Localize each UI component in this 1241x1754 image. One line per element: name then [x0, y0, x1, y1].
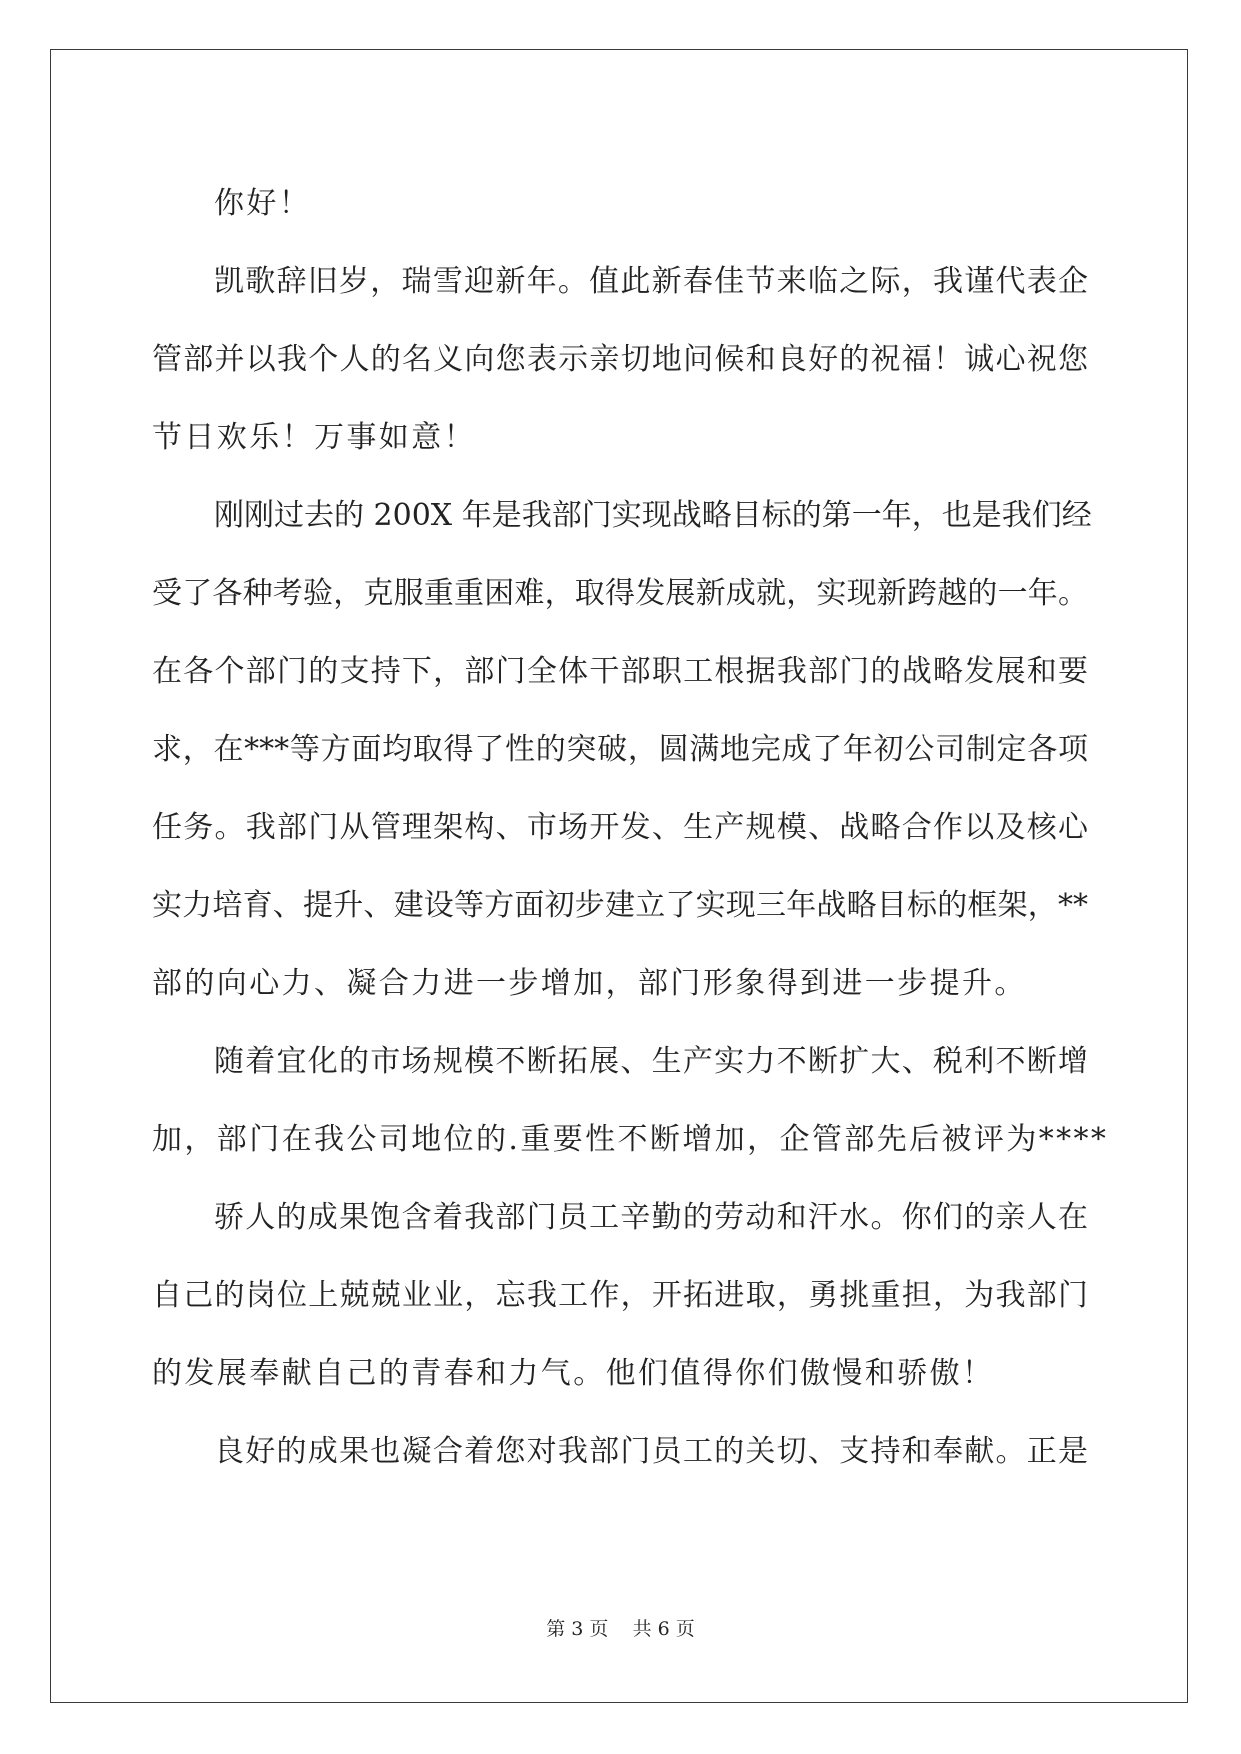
- document-body: [152, 165, 1109, 1491]
- text-line: 的发展奉献自己的青春和力气。他们值得你们傲慢和骄傲！: [152, 1356, 995, 1391]
- text-line: 凯歌辞旧岁，瑞雪迎新年。值此新春佳节来临之际，我谨代表企: [214, 264, 1088, 299]
- text-line: 管部并以我个人的名义向您表示亲切地问候和良好的祝福！诚心祝您: [152, 342, 1088, 377]
- text-line: 自己的岗位上兢兢业业，忘我工作，开拓进取，勇挑重担，为我部门: [152, 1278, 1088, 1313]
- text-line: 随着宜化的市场规模不断拓展、生产实力不断扩大、税利不断增: [214, 1044, 1088, 1079]
- text-line: 任务。我部门从管理架构、市场开发、生产规模、战略合作以及核心: [152, 810, 1088, 845]
- text-line: 加，部门在我公司地位的.重要性不断增加，企管部先后被评为****: [152, 1122, 1109, 1157]
- text-line: 节日欢乐！万事如意！: [152, 420, 476, 455]
- text-line: 刚刚过去的 200X 年是我部门实现战略目标的第一年，也是我们经: [214, 498, 1092, 533]
- text-line: 骄人的成果饱含着我部门员工辛勤的劳动和汗水。你们的亲人在: [214, 1200, 1088, 1235]
- text-line: 求，在***等方面均取得了性的突破，圆满地完成了年初公司制定各项: [152, 732, 1088, 767]
- text-line: 实力培育、提升、建设等方面初步建立了实现三年战略目标的框架，**: [152, 888, 1088, 923]
- page-number-footer: 第 3 页 共 6 页: [546, 1618, 695, 1640]
- text-line: 受了各种考验，克服重重困难，取得发展新成就，实现新跨越的一年。: [152, 576, 1088, 611]
- text-line: 部的向心力、凝合力进一步增加，部门形象得到进一步提升。: [152, 966, 1027, 1001]
- text-line: 你好！: [214, 186, 312, 221]
- text-line: 在各个部门的支持下，部门全体干部职工根据我部门的战略发展和要: [152, 654, 1088, 689]
- text-line: 良好的成果也凝合着您对我部门员工的关切、支持和奉献。正是: [214, 1434, 1088, 1469]
